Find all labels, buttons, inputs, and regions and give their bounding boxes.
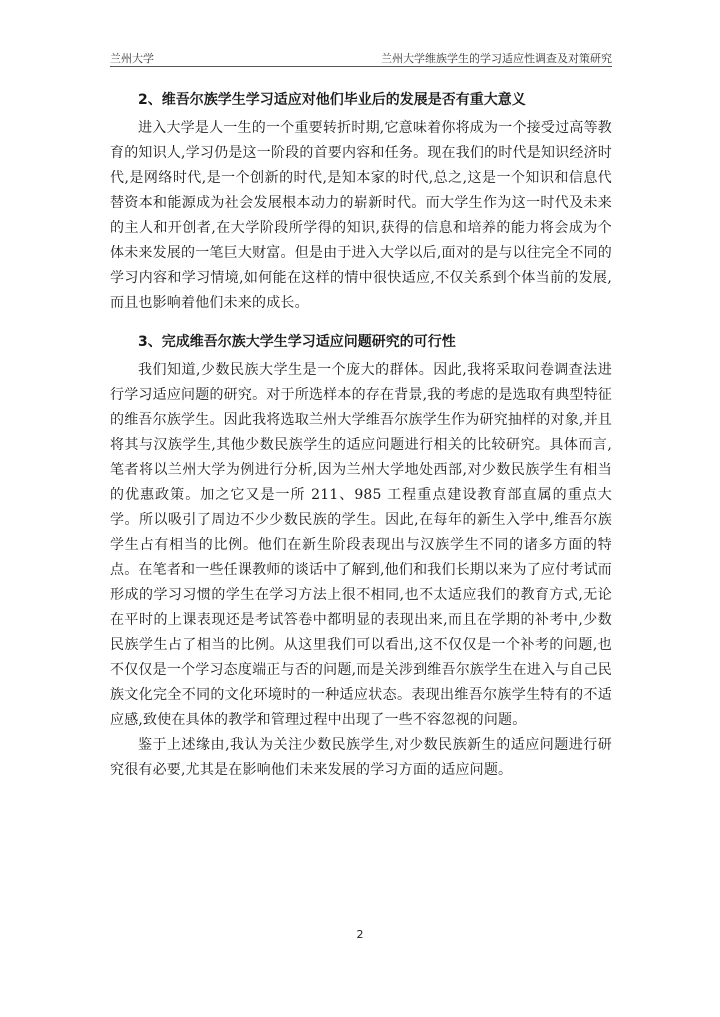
header-thesis-title: 兰州大学维族学生的学习适应性调查及对策研究 <box>381 52 612 65</box>
section-heading-2: 2、维吾尔族学生学习适应对他们毕业后的发展是否有重大意义 <box>138 92 526 108</box>
body-paragraph: 我们知道,少数民族大学生是一个庞大的群体。因此,我将采取问卷调查法进行学习适应问题的研究。对于所选样本的存在背景,我的考虑的是选取有典型特征的维吾尔族学生。因此我将选取兰州大学维吾尔族学生作为研究抽样的对象,并且将其与汉族学生,其他少数民族学生的适应问题进行相关的比较研究。具体而言,笔者将以兰州大学为例进行分析,因为兰州大学地处西部,对少数民族学生有相当的优惠政策。加之它又是一所 211、985 工程重点建设教育部直属的重点大学。所以吸引了周边不少少数民族的学生。因此,在每年的新生入学中,维吾尔族学生占有相当的比例。他们在新生阶段表现出与汉族学生不同的诸多方面的特点。在笔者和一些任课教师的谈话中了解到,他们和我们长期以来为了应付考试而形成的学习习惯的学生在学习方法上很不相同,也不太适应我们的教育方式,无论在平时的上课表现还是考试答卷中都明显的表现出来,而且在学期的补考中,少数民族学生占了相当的比例。从这里我们可以看出,这不仅仅是一个补考的问题,也不仅仅是一个学习态度端正与否的问题,而是关涉到维吾尔族学生在进入与自己民族文化完全不同的文化环境时的一种适应状态。表现出维吾尔族学生特有的不适应感,致使在具体的教学和管理过程中出现了一些不容忽视的问题。 <box>110 362 612 728</box>
page-number: 2 <box>356 928 364 941</box>
page-header <box>110 46 612 67</box>
body-paragraph: 鉴于上述缘由,我认为关注少数民族学生,对少数民族新生的适应问题进行研究很有必要,尤其是在影响他们未来发展的学习方面的适应问题。 <box>110 737 612 778</box>
section-heading-3: 3、完成维吾尔族大学生学习适应问题研究的可行性 <box>138 334 456 350</box>
page-body <box>110 82 612 783</box>
body-paragraph: 进入大学是人一生的一个重要转折时期,它意味着你将成为一个接受过高等教育的知识人,学习仍是这一阶段的首要内容和任务。现在我们的时代是知识经济时代,是网络时代,是一个创新的时代,是知本家的时代,总之,这是一个知识和信息代替资本和能源成为社会发展根本动力的崭新时代。而大学生作为这一时代及未来的主人和开创者,在大学阶段所学得的知识,获得的信息和培养的能力将会成为个体未来发展的一笔巨大财富。但是由于进入大学以后,面对的是与以往完全不同的学习内容和学习情境,如何能在这样的情中很快适应,不仅关系到个体当前的发展,而且也影响着他们未来的成长。 <box>110 120 612 311</box>
header-university-name: 兰州大学 <box>110 52 154 65</box>
